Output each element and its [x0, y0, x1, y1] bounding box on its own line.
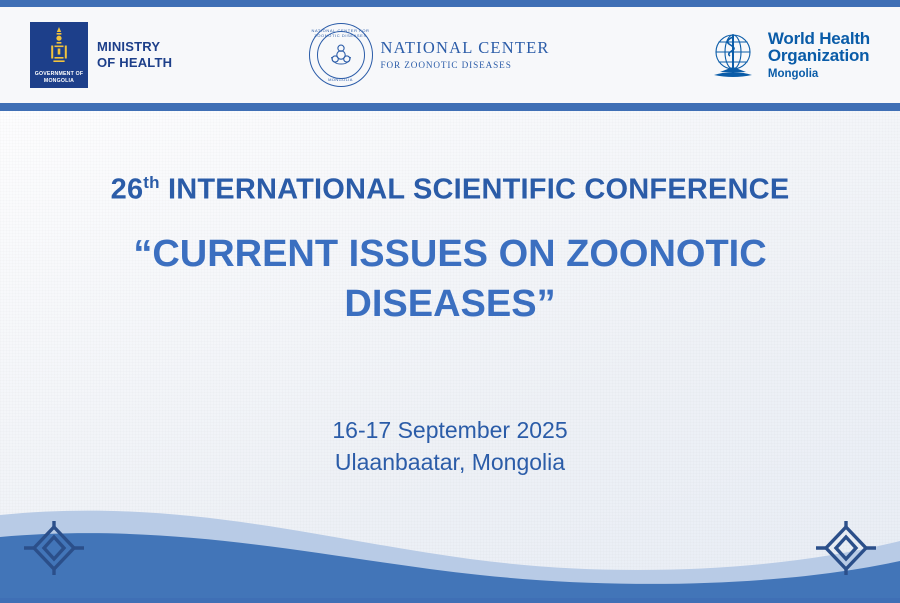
- nczd-label: [381, 39, 550, 71]
- bottom-accent-bar: [0, 598, 900, 603]
- who-emblem-icon: [706, 28, 760, 82]
- conference-location: Ulaanbaatar, Mongolia: [334, 449, 566, 475]
- conference-ordinal-suffix: th: [143, 173, 160, 192]
- who-line-2: Organization: [767, 46, 870, 66]
- gov-line-2: MONGOLIA: [43, 77, 75, 84]
- nczd-seal-icon: [309, 23, 373, 87]
- seal-top-text: NATIONAL CENTER FOR ZOONOTIC DISEASES: [311, 28, 370, 38]
- government-of-mongolia-label: [30, 71, 88, 84]
- who-logo: [706, 28, 870, 82]
- conference-title-text: INTERNATIONAL SCIENTIFIC CONFERENCE: [159, 173, 790, 206]
- ministry-line-1: MINISTRY: [97, 39, 161, 54]
- conference-title-line: [0, 173, 900, 207]
- slide-body: [0, 111, 900, 603]
- mongolia-state-emblem-icon: [30, 22, 88, 88]
- ministry-of-health-logo: [30, 22, 172, 88]
- nczd-line-2: FOR ZOONOTIC DISEASES: [380, 60, 512, 71]
- seal-bottom-text: MONGOLIA: [328, 77, 353, 82]
- conference-number: 26: [110, 173, 144, 206]
- soyombo-symbol-icon: [48, 26, 70, 64]
- title-block: [0, 173, 900, 329]
- gov-line-1: GOVERNMENT OF: [34, 71, 84, 78]
- who-country-label: Mongolia: [767, 68, 819, 81]
- nczd-logo: [309, 23, 550, 87]
- conference-date: 16-17 September 2025: [332, 417, 568, 443]
- mongolian-knot-left-icon: [18, 519, 90, 577]
- header-divider-bar: [0, 103, 900, 111]
- ministry-of-health-label: [97, 39, 172, 71]
- who-line-1: World Health: [767, 28, 870, 48]
- mongolian-knot-right-icon: [810, 519, 882, 577]
- logo-header: [0, 7, 900, 103]
- ministry-line-2: OF HEALTH: [97, 55, 173, 70]
- top-accent-bar: [0, 0, 900, 7]
- seal-inner-ring: [317, 31, 365, 79]
- bottom-wave-decoration: [0, 463, 900, 603]
- conference-theme: “CURRENT ISSUES ON ZOONOTIC DISEASES”: [133, 232, 767, 325]
- who-label: [768, 30, 870, 81]
- nczd-line-1: NATIONAL CENTER: [380, 38, 550, 58]
